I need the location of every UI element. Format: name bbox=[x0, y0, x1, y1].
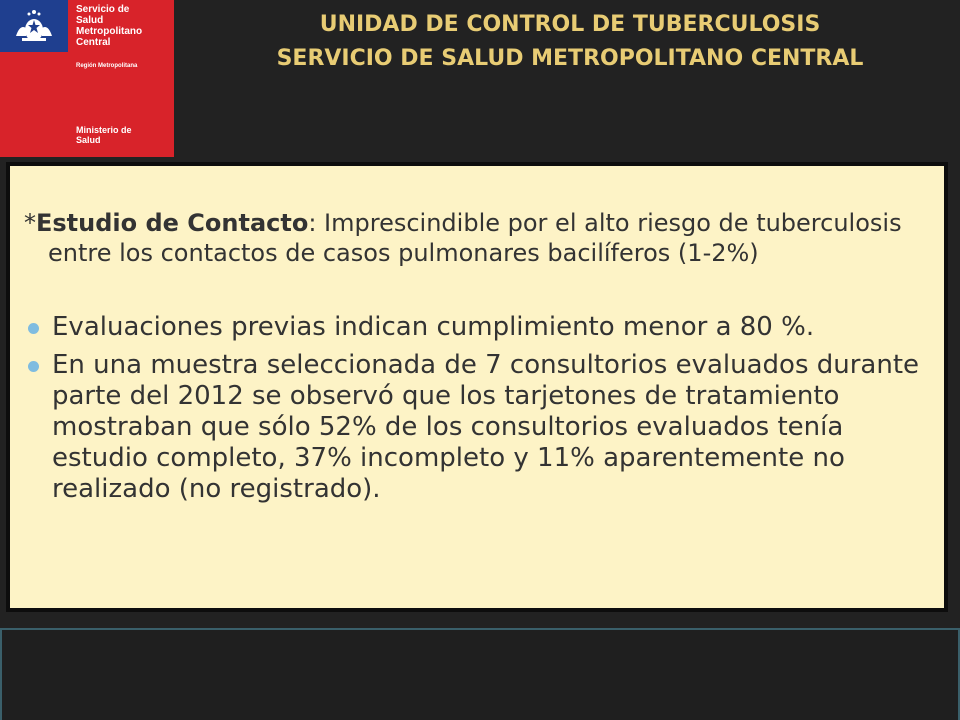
intro-prefix: * bbox=[24, 209, 36, 237]
logo-line: Salud bbox=[76, 15, 104, 26]
logo-line: Metropolitano bbox=[76, 26, 143, 37]
bullet-icon bbox=[28, 323, 39, 334]
content-box bbox=[6, 162, 948, 612]
intro-text: : Imprescindible por el alto riesgo de tuberculosis entre los contactos de casos pulmonares bacilíferos (1-2%) bbox=[48, 209, 902, 267]
bullet-text: En una muestra seleccionada de 7 consultorios evaluados durante parte del 2012 se observó que los tarjetones de tratamiento mostraban que sólo 52% de los consultorios evaluados tenía estudio completo, 37% incompleto y 11% aparentemente no realizado (no registrado). bbox=[52, 350, 920, 504]
logo-line: Servicio de bbox=[76, 4, 130, 15]
header-line-2: SERVICIO DE SALUD METROPOLITANO CENTRAL bbox=[276, 46, 864, 71]
footer-panel bbox=[0, 628, 960, 720]
logo-line: Central bbox=[76, 37, 111, 48]
intro-bold-term: Estudio de Contacto bbox=[36, 209, 309, 237]
logo-service-name bbox=[76, 4, 172, 48]
bullet-list bbox=[24, 312, 944, 505]
logo-red-strip bbox=[0, 52, 68, 157]
ministry-logo bbox=[0, 0, 174, 157]
bullet-text: Evaluaciones previas indican cumplimiento menor a 80 %. bbox=[52, 312, 815, 342]
chile-coat-of-arms-icon bbox=[8, 6, 60, 46]
bullet-icon bbox=[28, 361, 39, 372]
logo-ministry-line: Salud bbox=[76, 135, 101, 145]
content-text bbox=[24, 208, 944, 512]
list-item bbox=[24, 350, 944, 505]
logo-ministry-line: Ministerio de bbox=[76, 125, 132, 135]
list-item bbox=[24, 312, 944, 343]
header-line-1: UNIDAD DE CONTROL DE TUBERCULOSIS bbox=[319, 12, 821, 37]
slide-header bbox=[190, 8, 950, 76]
logo-region: Región Metropolitana bbox=[76, 63, 138, 69]
intro-paragraph bbox=[24, 208, 944, 268]
logo-ministry bbox=[76, 125, 172, 145]
